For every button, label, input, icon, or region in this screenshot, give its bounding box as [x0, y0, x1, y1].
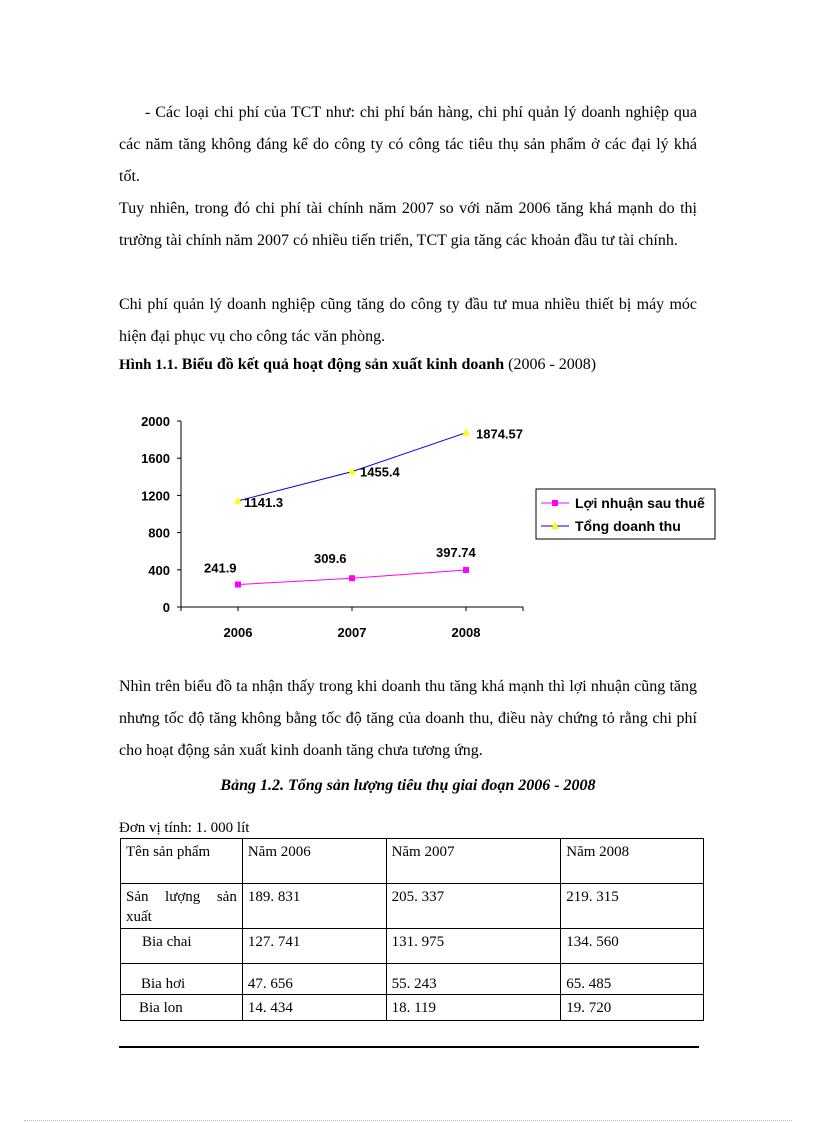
table-row [121, 884, 704, 929]
figure-years: (2006 - 2008) [508, 356, 597, 373]
cell-value: 219. 315 [561, 884, 704, 929]
row-name: Bia hơi [121, 964, 243, 995]
table-header-row [121, 839, 704, 884]
y-tick-label: 1200 [141, 488, 170, 504]
y-tick-label: 0 [162, 600, 170, 615]
header-product: Tên sản phẩm [121, 839, 243, 884]
cell-value: 14. 434 [242, 995, 386, 1021]
data-point [235, 582, 241, 588]
paragraph-financial-costs: Tuy nhiên, trong đó chi phí tài chính năm 2007 so với năm 2006 tăng khá mạnh do thị trường tài chính năm 2007 có nhiều tiến triển, TCT gia tăng các khoản đầu tư tài chính. [119, 200, 697, 249]
data-point [349, 575, 355, 581]
paragraph-chart-analysis: Nhìn trên biểu đồ ta nhận thấy trong khi doanh thu tăng khá mạnh thì lợi nhuận cũng tăng nhưng tốc độ tăng không bằng tốc độ tăng của doanh thu, điều này chứng tỏ rằng chi phí cho hoạt động sản xuất kinh doanh tăng chưa tương ứng. [119, 678, 697, 759]
data-label: 1141.3 [244, 494, 284, 510]
legend-marker [552, 500, 558, 506]
cell-value: 127. 741 [242, 929, 386, 964]
row-name: Bia chai [121, 929, 243, 964]
paragraph-costs: - Các loại chi phí của TCT như: chi phí bán hàng, chi phí quản lý doanh nghiệp qua các năm tăng không đáng kể do công ty có công tác tiêu thụ sản phẩm ở các đại lý khá tốt. [119, 104, 697, 185]
table-row [121, 995, 704, 1021]
cell-value: 55. 243 [386, 964, 561, 995]
table-row [121, 929, 704, 964]
data-point [462, 429, 470, 436]
table-row [121, 964, 704, 995]
y-tick-label: 1600 [141, 451, 170, 467]
figure-label: Hình 1.1. [119, 357, 178, 373]
data-label: 309.6 [314, 551, 347, 567]
footer-rule [119, 1046, 699, 1048]
production-table [120, 838, 704, 1021]
cell-value: 205. 337 [386, 884, 561, 929]
figure-caption [119, 356, 596, 374]
row-name: Bia lon [121, 995, 243, 1021]
legend-label: Tổng doanh thu [575, 518, 681, 534]
legend-label: Lợi nhuận sau thuế [575, 495, 705, 511]
header-2008: Năm 2008 [561, 839, 704, 884]
x-tick-label: 2007 [337, 625, 367, 640]
cell-value: 189. 831 [242, 884, 386, 929]
paragraph-admin-costs: Chi phí quản lý doanh nghiệp cũng tăng do công ty đầu tư mua nhiều thiết bị máy móc hiện đại phục vụ cho công tác văn phòng. [119, 296, 697, 345]
cell-value: 131. 975 [386, 929, 561, 964]
cell-value: 19. 720 [561, 995, 704, 1021]
y-tick-label: 400 [148, 562, 170, 578]
data-label: 1874.57 [476, 426, 523, 442]
data-point [463, 567, 469, 573]
table-unit: Đơn vị tính: 1. 000 lít [119, 820, 250, 836]
header-2006: Năm 2006 [242, 839, 386, 884]
business-results-chart [119, 400, 719, 650]
header-2007: Năm 2007 [386, 839, 561, 884]
data-label: 397.74 [436, 545, 476, 561]
cell-value: 47. 656 [242, 964, 386, 995]
cell-value: 65. 485 [561, 964, 704, 995]
row-name: Sản lượng sản xuất [121, 884, 243, 929]
figure-title: Biểu đồ kết quả hoạt động sản xuất kinh doanh [181, 356, 505, 373]
series-line-1 [238, 433, 466, 501]
data-label: 241.9 [204, 560, 237, 576]
y-tick-label: 2000 [141, 414, 170, 429]
page-edge [24, 1120, 792, 1121]
x-tick-label: 2006 [223, 625, 253, 640]
x-tick-label: 2008 [451, 625, 481, 640]
y-tick-label: 800 [148, 525, 170, 541]
table-caption: Bảng 1.2. Tổng sản lượng tiêu thụ giai đoạn 2006 - 2008 [220, 777, 596, 794]
data-label: 1455.4 [360, 464, 400, 480]
cell-value: 18. 119 [386, 995, 561, 1021]
cell-value: 134. 560 [561, 929, 704, 964]
